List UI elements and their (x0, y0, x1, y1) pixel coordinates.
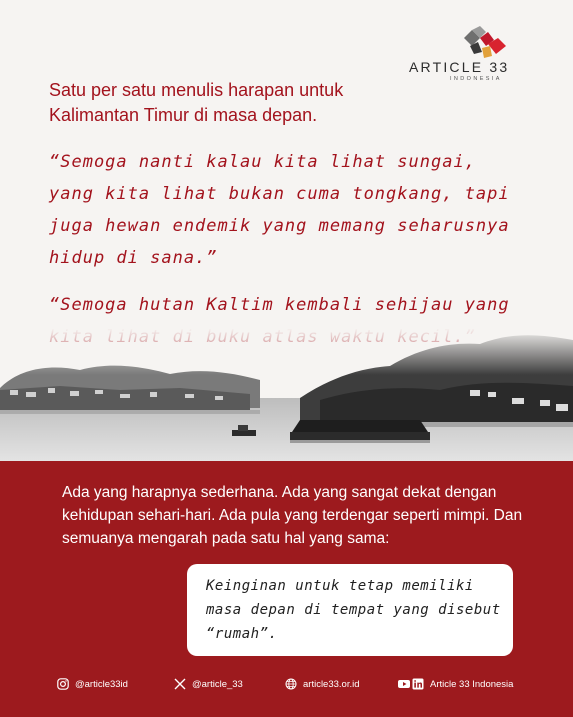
channels-link[interactable] (398, 674, 513, 694)
x-link[interactable] (174, 674, 243, 694)
logo-mark-icon (462, 26, 510, 60)
x-icon (174, 678, 186, 690)
instagram-handle: @article33id (75, 678, 128, 690)
article33-logo (404, 26, 524, 82)
highlight-text: Keinginan untuk tetap memiliki masa depan di tempat yang disebut “rumah”. (206, 578, 501, 642)
logo-name: ARTICLE 33 (409, 59, 510, 75)
globe-icon (285, 678, 297, 690)
quote-2: “Semoga hutan Kaltim kembali sehijau yang (49, 295, 510, 315)
instagram-link[interactable] (57, 674, 128, 694)
social-footer (0, 674, 573, 694)
x-handle: @article_33 (192, 678, 243, 690)
logo-subtitle: INDONESIA (450, 76, 502, 82)
linkedin-icon (412, 678, 424, 690)
website-url: article33.or.id (303, 678, 360, 690)
river-photo (0, 328, 573, 462)
intro-text: Satu per satu menulis harapan untuk Kalimantan Timur di masa depan. (49, 80, 344, 125)
highlight-card (187, 564, 513, 656)
red-panel (0, 461, 573, 717)
instagram-icon (57, 678, 69, 690)
quote-1: “Semoga nanti kalau kita lihat sungai, yang kita lihat bukan cuma tongkang, tapi juga hewan endemik yang memang seharusnya hidup di sana.” (49, 152, 510, 268)
website-link[interactable] (285, 674, 360, 694)
youtube-icon (398, 678, 410, 690)
body-text: Ada yang harapnya sederhana. Ada yang sangat dekat dengan kehidupan sehari-hari. Ada pula yang terdengar seperti mimpi. Dan semuanya mengarah pada satu hal yang sama: (62, 484, 523, 547)
channels-name: Article 33 Indonesia (430, 678, 514, 690)
